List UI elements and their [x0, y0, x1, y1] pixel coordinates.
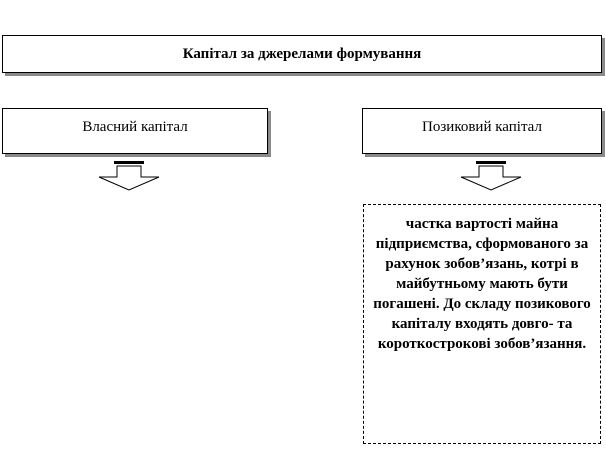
arrow-down-icon [97, 161, 161, 191]
own-capital-label: Власний капітал [82, 119, 188, 135]
borrowed-capital-description-box [363, 204, 601, 444]
borrowed-capital-label: Позиковий капітал [422, 119, 542, 135]
arrow-down-icon [459, 161, 523, 191]
borrowed-capital-description: частка вартості майна підприємства, сформованого за рахунок зобов’язань, котрі в майбутньому мають бути погашені. До складу позикового капіталу входять довго- та короткострокові зобов’язання. [373, 216, 591, 352]
diagram-title: Капітал за джерелами формування [182, 46, 422, 62]
own-capital-box [2, 108, 268, 154]
borrowed-capital-box [362, 108, 602, 154]
diagram-title-box [2, 35, 602, 73]
